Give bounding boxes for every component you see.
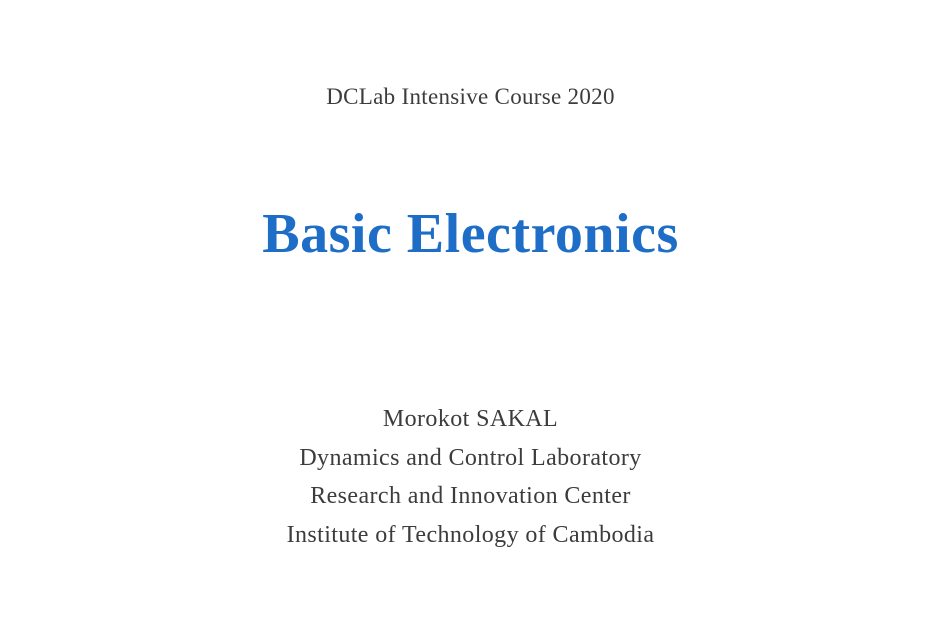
author-block bbox=[0, 400, 941, 554]
course-header: DCLab Intensive Course 2020 bbox=[326, 84, 615, 109]
slide-title: Basic Electronics bbox=[262, 203, 679, 265]
author-name: Morokot SAKAL bbox=[382, 406, 559, 432]
affiliation-center: Research and Innovation Center bbox=[310, 483, 631, 510]
affiliation-institute: Institute of Technology of Cambodia bbox=[286, 521, 655, 548]
affiliation-laboratory: Dynamics and Control Laboratory bbox=[299, 444, 642, 471]
